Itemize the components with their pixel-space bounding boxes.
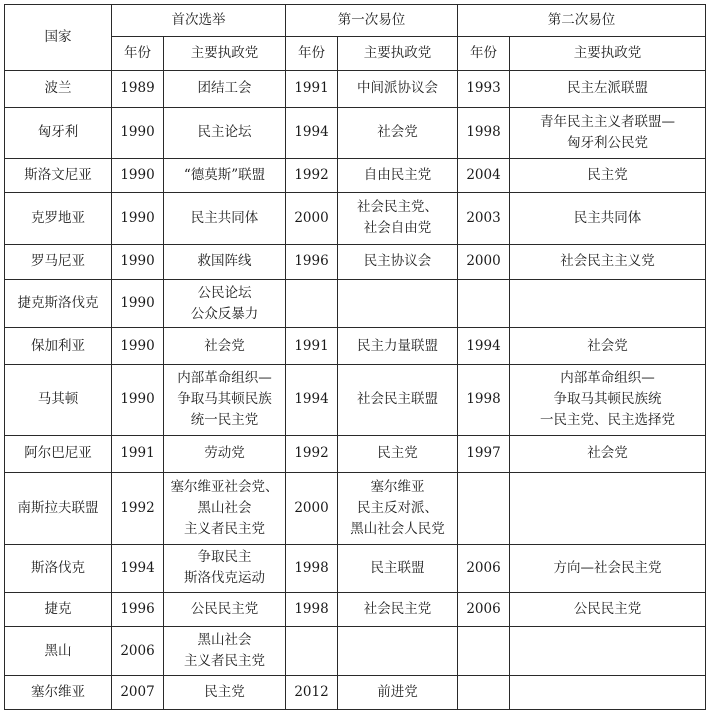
first-rotation-year-cell: 1994 bbox=[286, 364, 338, 435]
first-election-year-cell: 1991 bbox=[112, 435, 164, 472]
first-election-party-cell: “德莫斯”联盟 bbox=[164, 158, 286, 193]
second-rotation-party-cell: 方向—社会民主党 bbox=[510, 544, 706, 592]
first-rotation-year-cell bbox=[286, 280, 338, 328]
first-rotation-year-cell: 1992 bbox=[286, 435, 338, 472]
first-rotation-party-cell: 民主力量联盟 bbox=[338, 328, 458, 365]
first-rotation-party-cell: 社会民主党、 社会自由党 bbox=[338, 193, 458, 244]
second-rotation-party-cell bbox=[510, 627, 706, 676]
second-rotation-party-cell: 内部革命组织— 争取马其顿民族统 一民主党、民主选择党 bbox=[510, 364, 706, 435]
first-election-party-cell: 公民民主党 bbox=[164, 592, 286, 627]
first-election-year-cell: 1996 bbox=[112, 592, 164, 627]
table-row bbox=[5, 364, 706, 435]
first-election-year-cell: 1990 bbox=[112, 364, 164, 435]
country-cell: 斯洛伐克 bbox=[5, 544, 112, 592]
first-election-party-cell: 公民论坛 公众反暴力 bbox=[164, 280, 286, 328]
table-row bbox=[5, 544, 706, 592]
header-first-rotation: 第一次易位 bbox=[286, 5, 458, 37]
country-cell: 斯洛文尼亚 bbox=[5, 158, 112, 193]
header-ruling-party: 主要执政党 bbox=[164, 37, 286, 71]
table-row bbox=[5, 158, 706, 193]
first-election-party-cell: 救国阵线 bbox=[164, 244, 286, 280]
country-cell: 南斯拉夫联盟 bbox=[5, 472, 112, 544]
first-election-party-cell: 内部革命组织— 争取马其顿民族 统一民主党 bbox=[164, 364, 286, 435]
first-election-year-cell: 2006 bbox=[112, 627, 164, 676]
second-rotation-party-cell: 社会党 bbox=[510, 328, 706, 365]
table-row bbox=[5, 435, 706, 472]
country-cell: 马其顿 bbox=[5, 364, 112, 435]
table-row bbox=[5, 328, 706, 365]
second-rotation-party-cell bbox=[510, 676, 706, 710]
second-rotation-party-cell: 民主共同体 bbox=[510, 193, 706, 244]
second-rotation-year-cell bbox=[458, 627, 510, 676]
second-rotation-year-cell: 1998 bbox=[458, 364, 510, 435]
table-row bbox=[5, 71, 706, 108]
first-rotation-year-cell bbox=[286, 627, 338, 676]
second-rotation-party-cell bbox=[510, 472, 706, 544]
first-election-party-cell: 民主共同体 bbox=[164, 193, 286, 244]
first-election-year-cell: 2007 bbox=[112, 676, 164, 710]
header-second-rotation: 第二次易位 bbox=[458, 5, 706, 37]
first-rotation-year-cell: 2000 bbox=[286, 193, 338, 244]
first-rotation-party-cell: 社会民主联盟 bbox=[338, 364, 458, 435]
first-election-party-cell: 社会党 bbox=[164, 328, 286, 365]
first-rotation-party-cell bbox=[338, 280, 458, 328]
second-rotation-year-cell: 2000 bbox=[458, 244, 510, 280]
first-election-year-cell: 1990 bbox=[112, 244, 164, 280]
second-rotation-party-cell bbox=[510, 280, 706, 328]
country-cell: 匈牙利 bbox=[5, 107, 112, 158]
second-rotation-year-cell: 1993 bbox=[458, 71, 510, 108]
country-cell: 保加利亚 bbox=[5, 328, 112, 365]
first-election-party-cell: 民主党 bbox=[164, 676, 286, 710]
first-rotation-party-cell: 前进党 bbox=[338, 676, 458, 710]
header-year: 年份 bbox=[286, 37, 338, 71]
first-election-year-cell: 1989 bbox=[112, 71, 164, 108]
header-country: 国家 bbox=[5, 5, 112, 71]
second-rotation-year-cell: 2006 bbox=[458, 592, 510, 627]
first-election-year-cell: 1992 bbox=[112, 472, 164, 544]
table-row bbox=[5, 244, 706, 280]
table-row bbox=[5, 592, 706, 627]
first-rotation-party-cell: 塞尔维亚 民主反对派、 黑山社会人民党 bbox=[338, 472, 458, 544]
table-row bbox=[5, 193, 706, 244]
country-cell: 阿尔巴尼亚 bbox=[5, 435, 112, 472]
first-election-party-cell: 黑山社会 主义者民主党 bbox=[164, 627, 286, 676]
first-election-party-cell: 塞尔维亚社会党、 黑山社会 主义者民主党 bbox=[164, 472, 286, 544]
first-rotation-party-cell: 民主协议会 bbox=[338, 244, 458, 280]
second-rotation-party-cell: 青年民主主义者联盟— 匈牙利公民党 bbox=[510, 107, 706, 158]
header-first-election: 首次选举 bbox=[112, 5, 286, 37]
country-cell: 捷克 bbox=[5, 592, 112, 627]
country-cell: 克罗地亚 bbox=[5, 193, 112, 244]
header-year: 年份 bbox=[112, 37, 164, 71]
table-row bbox=[5, 107, 706, 158]
first-election-year-cell: 1990 bbox=[112, 280, 164, 328]
header-ruling-party: 主要执政党 bbox=[338, 37, 458, 71]
first-rotation-party-cell: 民主联盟 bbox=[338, 544, 458, 592]
second-rotation-party-cell: 社会党 bbox=[510, 435, 706, 472]
table-row bbox=[5, 280, 706, 328]
first-rotation-year-cell: 2000 bbox=[286, 472, 338, 544]
country-cell: 黑山 bbox=[5, 627, 112, 676]
first-election-party-cell: 民主论坛 bbox=[164, 107, 286, 158]
header-ruling-party: 主要执政党 bbox=[510, 37, 706, 71]
second-rotation-year-cell: 2003 bbox=[458, 193, 510, 244]
first-rotation-year-cell: 1994 bbox=[286, 107, 338, 158]
second-rotation-year-cell: 1997 bbox=[458, 435, 510, 472]
first-rotation-year-cell: 1991 bbox=[286, 328, 338, 365]
second-rotation-party-cell: 民主党 bbox=[510, 158, 706, 193]
first-election-party-cell: 争取民主 斯洛伐克运动 bbox=[164, 544, 286, 592]
table-row bbox=[5, 627, 706, 676]
first-rotation-party-cell: 社会党 bbox=[338, 107, 458, 158]
second-rotation-year-cell: 2006 bbox=[458, 544, 510, 592]
second-rotation-party-cell: 公民民主党 bbox=[510, 592, 706, 627]
first-rotation-party-cell: 民主党 bbox=[338, 435, 458, 472]
second-rotation-year-cell: 1994 bbox=[458, 328, 510, 365]
first-election-year-cell: 1990 bbox=[112, 193, 164, 244]
first-election-year-cell: 1990 bbox=[112, 158, 164, 193]
first-election-year-cell: 1990 bbox=[112, 328, 164, 365]
table-row bbox=[5, 472, 706, 544]
first-rotation-year-cell: 1998 bbox=[286, 544, 338, 592]
first-rotation-year-cell: 1992 bbox=[286, 158, 338, 193]
first-election-year-cell: 1990 bbox=[112, 107, 164, 158]
second-rotation-party-cell: 民主左派联盟 bbox=[510, 71, 706, 108]
country-cell: 波兰 bbox=[5, 71, 112, 108]
first-election-party-cell: 团结工会 bbox=[164, 71, 286, 108]
first-rotation-year-cell: 1991 bbox=[286, 71, 338, 108]
second-rotation-party-cell: 社会民主主义党 bbox=[510, 244, 706, 280]
first-election-party-cell: 劳动党 bbox=[164, 435, 286, 472]
country-cell: 罗马尼亚 bbox=[5, 244, 112, 280]
table-row bbox=[5, 676, 706, 710]
table-body bbox=[5, 71, 706, 710]
country-cell: 塞尔维亚 bbox=[5, 676, 112, 710]
first-rotation-year-cell: 1998 bbox=[286, 592, 338, 627]
second-rotation-year-cell: 1998 bbox=[458, 107, 510, 158]
election-table bbox=[4, 4, 706, 710]
first-rotation-year-cell: 1996 bbox=[286, 244, 338, 280]
first-rotation-party-cell: 社会民主党 bbox=[338, 592, 458, 627]
first-rotation-party-cell: 中间派协议会 bbox=[338, 71, 458, 108]
first-election-year-cell: 1994 bbox=[112, 544, 164, 592]
second-rotation-year-cell bbox=[458, 472, 510, 544]
first-rotation-party-cell bbox=[338, 627, 458, 676]
first-rotation-year-cell: 2012 bbox=[286, 676, 338, 710]
second-rotation-year-cell: 2004 bbox=[458, 158, 510, 193]
header-year: 年份 bbox=[458, 37, 510, 71]
country-cell: 捷克斯洛伐克 bbox=[5, 280, 112, 328]
second-rotation-year-cell bbox=[458, 676, 510, 710]
second-rotation-year-cell bbox=[458, 280, 510, 328]
first-rotation-party-cell: 自由民主党 bbox=[338, 158, 458, 193]
